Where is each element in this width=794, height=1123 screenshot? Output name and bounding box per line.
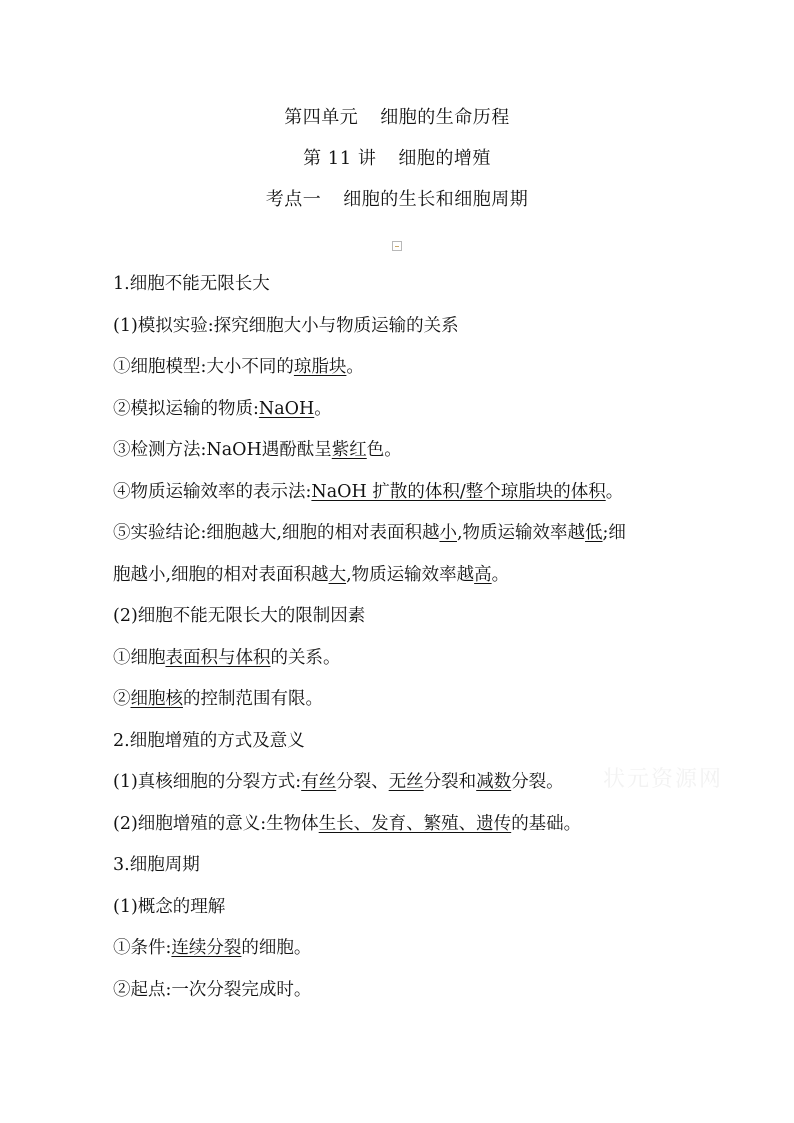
body-line (113, 477, 683, 519)
answer-blank: 有丝 (301, 772, 337, 792)
body-line (113, 269, 683, 311)
body-line (113, 892, 683, 934)
body-line (113, 643, 683, 685)
body-line (113, 975, 683, 1017)
text: 的细胞。 (241, 938, 312, 958)
answer-blank: 高 (474, 564, 492, 585)
body-line (113, 809, 683, 851)
text: 3.细胞周期 (113, 855, 200, 875)
text: 分裂。 (511, 772, 564, 792)
body-line (113, 518, 683, 560)
text: ②起点:一次分裂完成时。 (113, 979, 312, 1000)
text: (1)真核细胞的分裂方式: (113, 772, 302, 792)
text: 。 (491, 564, 510, 585)
text: 2.细胞增殖的方式及意义 (113, 730, 305, 751)
watermark: 状元资源网 (603, 767, 724, 792)
text: ⑤实验结论:细胞越大,细胞的相对表面积越 (113, 523, 440, 543)
answer-blank: 无丝 (388, 772, 424, 792)
body-line (113, 394, 683, 436)
point-title: 细胞的生长和细胞周期 (343, 189, 529, 210)
point-label: 考点一 (265, 189, 322, 210)
text: ③检测方法:NaOH遇酚酞呈 (113, 440, 332, 460)
body-line (113, 850, 683, 892)
text: 的基础。 (511, 813, 582, 834)
answer-blank: 生长、发育、繁殖、遗传 (318, 813, 512, 834)
document-body (113, 269, 683, 1016)
body-line (113, 560, 683, 602)
answer-blank: 细胞核 (130, 689, 183, 709)
lecture-heading (0, 147, 794, 171)
body-line (113, 726, 683, 768)
text: 分裂、 (336, 772, 389, 792)
body-line (113, 352, 683, 394)
text: ;细 (602, 523, 626, 543)
text: ①细胞 (113, 647, 166, 668)
text: 1.细胞不能无限长大 (113, 274, 270, 294)
text: 。 (605, 481, 624, 502)
lecture-label: 第 11 讲 (303, 148, 377, 169)
unit-label: 第四单元 (284, 107, 359, 128)
text: (2)细胞不能无限长大的限制因素 (113, 606, 366, 626)
answer-blank: 小 (439, 523, 457, 543)
answer-blank: 紫红 (331, 440, 367, 460)
body-line (113, 601, 683, 643)
text: (1)概念的理解 (113, 896, 226, 917)
text: ④物质运输效率的表示法: (113, 481, 312, 502)
text: ②模拟运输的物质: (113, 398, 259, 419)
text: 的控制范围有限。 (183, 689, 323, 709)
lecture-title: 细胞的增殖 (398, 148, 491, 169)
answer-blank: NaOH 扩散的体积/整个琼脂块的体积 (311, 481, 606, 502)
answer-blank: 减数 (476, 772, 512, 792)
answer-blank: 连续分裂 (171, 938, 242, 958)
text: 胞越小,细胞的相对表面积越 (113, 564, 329, 585)
text: 。 (346, 357, 364, 377)
answer-blank: 琼脂块 (293, 357, 347, 377)
text: ①条件: (113, 938, 172, 958)
text: ② (113, 689, 131, 709)
body-line (113, 767, 683, 809)
text: 色。 (366, 440, 402, 460)
text: (1)模拟实验:探究细胞大小与物质运输的关系 (113, 315, 459, 336)
unit-title: 细胞的生命历程 (380, 107, 510, 128)
body-line (113, 933, 683, 975)
point-heading (0, 188, 794, 212)
text: 分裂和 (423, 772, 477, 792)
image-placeholder-icon (392, 241, 402, 251)
text: 的关系。 (270, 647, 341, 668)
text: 。 (314, 398, 332, 419)
answer-blank: 大 (328, 564, 347, 585)
body-line (113, 684, 683, 726)
answer-blank: 表面积与体积 (165, 647, 271, 668)
text: ①细胞模型:大小不同的 (113, 357, 294, 377)
answer-blank: NaOH (258, 398, 315, 419)
answer-blank: 低 (585, 523, 603, 543)
body-line (113, 311, 683, 353)
text: ,物质运输效率越 (456, 523, 586, 543)
body-line (113, 435, 683, 477)
text: (2)细胞增殖的意义:生物体 (113, 813, 319, 834)
unit-heading (0, 106, 794, 130)
text: ,物质运输效率越 (346, 564, 475, 585)
